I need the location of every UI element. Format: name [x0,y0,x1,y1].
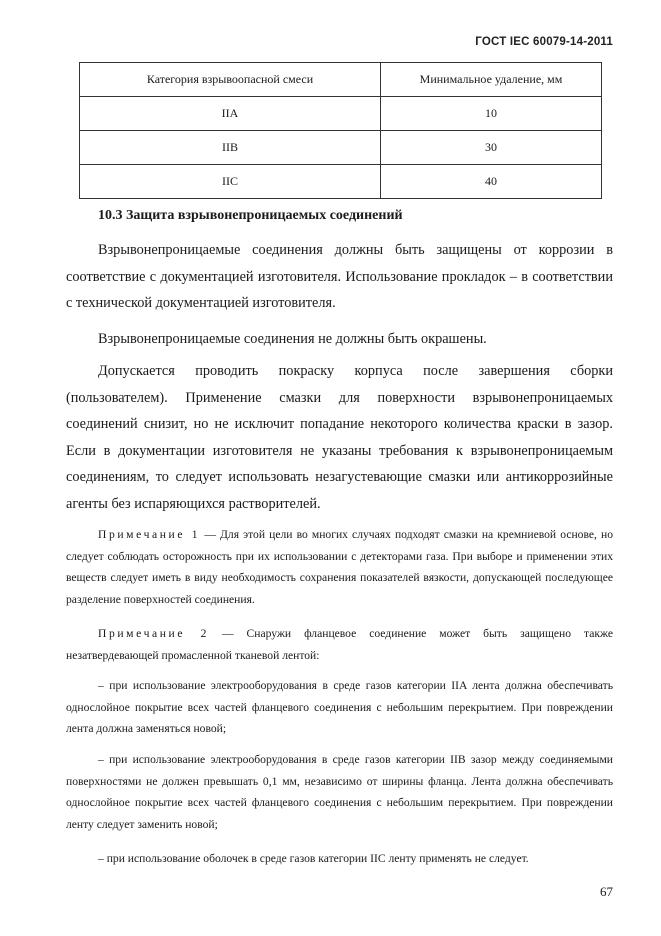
table-row [80,165,602,199]
table-cell-category: IIA [80,97,381,131]
list-item [66,848,613,870]
paragraph-text: Допускается проводить покраску корпуса после завершения сборки (пользователем). Применение смазки для поверхности взрывонепроницаемых соединений снизит, но не исключит попадание некоторого количества краски в зазор. Если в документации изготовителя не указаны требования к взрывонепроницаемым соединениям, то следует использовать незагустевающие смазки или антикоррозийные агенты без испаряющихся растворителей. [66,363,613,512]
page-number: 67 [600,884,613,899]
table-cell-category: IIB [80,131,381,165]
table-column-header: Минимальное удаление, мм [381,63,602,97]
note-label: Примечание 2 [98,627,210,640]
document-header: ГОСТ IEC 60079-14-2011 [475,36,613,48]
table-row [80,97,602,131]
list-item-text: – при использование электрооборудования в среде газов категории IIA лента должна обеспечивать однослойное покрытие всех частей фланцевого соединения с небольшим перекрытием. При повреждении лента должна заменяться новой; [66,679,613,735]
note-2 [66,623,613,666]
table-cell-distance: 10 [381,97,602,131]
table-header-row [80,63,602,97]
table-cell-distance: 30 [381,131,602,165]
paragraph [66,326,613,353]
list-item [66,749,613,835]
paragraph-text: Взрывонепроницаемые соединения должны быть защищены от коррозии в соответствие с документацией изготовителя. Использование прокладок – в соответствии с технической документацией изготовителя. [66,242,613,311]
list-item-text: – при использование оболочек в среде газов категории IIC ленту применять не следует. [98,852,529,865]
paragraph [66,237,613,317]
min-distance-table [79,62,602,199]
section-title: 10.3 Защита взрывонепроницаемых соединений [98,208,403,223]
note-dash: — [222,627,234,640]
table-column-header: Категория взрывоопасной смеси [80,63,381,97]
note-label: Примечание 1 [98,528,201,541]
table-cell-distance: 40 [381,165,602,199]
table-row [80,131,602,165]
paragraph-text: Взрывонепроницаемые соединения не должны быть окрашены. [98,331,487,347]
note-1 [66,524,613,610]
table-cell-category: IIC [80,165,381,199]
paragraph [66,358,613,517]
note-dash: — [204,528,216,541]
note-text: Снаружи фланцевое соединение может быть защищено также незатвердевающей промасленной тканевой лентой: [66,627,613,662]
list-item [66,675,613,740]
note-text: Для этой цели во многих случаях подходят смазки на кремниевой основе, но следует соблюдать осторожность при их использовании с детекторами газа. При выборе и применении этих веществ следует иметь в виду необходимость сохранения показателей вязкости, допускающей последующее разделение поверхностей соединения. [66,528,614,606]
list-item-text: – при использование электрооборудования в среде газов категории IIB зазор между соединяемыми поверхностями не должен превышать 0,1 мм, независимо от ширины фланца. Лента должна обеспечивать однослойное покрытие всех частей фланцевого соединения с небольшим перекрытием. При повреждении ленту следует заменить новой; [66,753,613,831]
